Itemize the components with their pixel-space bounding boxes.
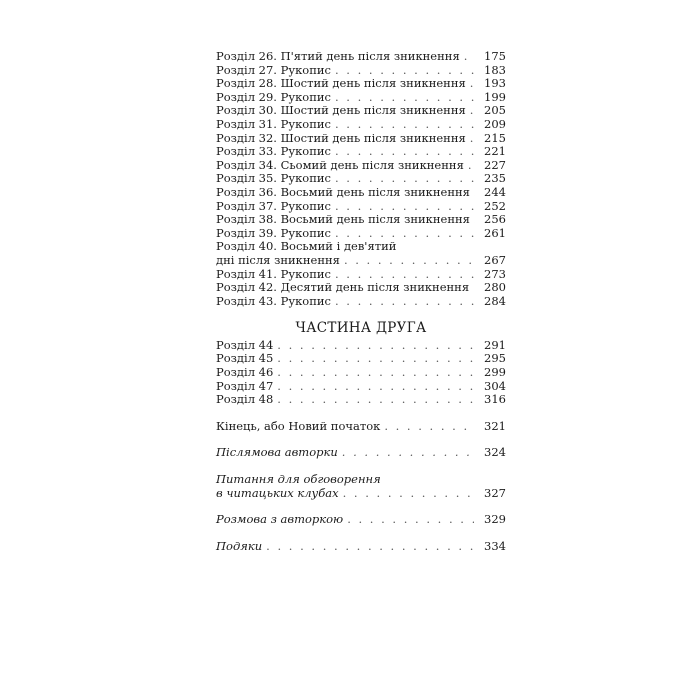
entry-page: 221	[484, 144, 506, 159]
dot-leader	[335, 200, 474, 214]
dot-leader	[277, 339, 474, 353]
entry-page: 295	[484, 351, 506, 366]
dot-leader	[277, 380, 474, 394]
entry-title: Розділ 31. Рукопис	[216, 116, 331, 131]
entry-title: Розділ 47	[216, 378, 274, 393]
entry-page: 227	[484, 157, 506, 172]
toc-entry	[216, 186, 506, 200]
toc-entry	[216, 118, 506, 132]
entry-title: Розділ 43. Рукопис	[216, 293, 331, 308]
entry-page: 215	[484, 130, 506, 145]
entry-page: 252	[484, 198, 506, 213]
entry-page: 324	[484, 445, 506, 460]
entry-page: 235	[484, 171, 506, 186]
dot-leader	[335, 91, 474, 105]
dot-leader	[335, 227, 474, 241]
entry-title-line1: Розділ 40. Восьмий і дев'ятий	[216, 239, 397, 254]
part2-list	[216, 339, 506, 407]
entry-title-line1: Питання для обговорення	[216, 472, 381, 487]
entry-title-line2: в читацьких клубах	[216, 485, 339, 500]
entry-page: 273	[484, 266, 506, 281]
toc-entry	[216, 366, 506, 380]
dot-leader	[335, 268, 474, 282]
toc-entry	[216, 145, 506, 159]
part1-list	[216, 50, 506, 308]
part-heading: ЧАСТИНА ДРУГА	[295, 320, 427, 337]
entry-title: Розділ 38. Восьмий день після зникнення	[216, 212, 470, 227]
entry-title: Розділ 44	[216, 337, 274, 352]
dot-leader	[343, 487, 474, 501]
toc-entry	[216, 200, 506, 214]
entry-page: 209	[484, 116, 506, 131]
entry-title: Розмова з авторкою	[216, 512, 344, 527]
toc-entry	[216, 159, 506, 173]
entry-title-line2: дні після зникнення	[216, 252, 340, 267]
toc-entry-ending	[216, 420, 506, 434]
entry-title: Розділ 32. Шостий день після зникнення	[216, 130, 466, 145]
toc-entry	[216, 352, 506, 366]
dot-leader	[470, 132, 474, 146]
entry-title: Розділ 29. Рукопис	[216, 89, 331, 104]
entry-title: Розділ 27. Рукопис	[216, 62, 331, 77]
toc-entry	[216, 213, 506, 227]
entry-page: 267	[484, 252, 506, 267]
toc-entry	[216, 77, 506, 91]
entry-title: Розділ 36. Восьмий день після зникнення	[216, 184, 470, 199]
entry-page: 291	[484, 337, 506, 352]
entry-page: 334	[484, 538, 506, 553]
entry-title: Кінець, або Новий початок	[216, 418, 381, 433]
toc-entry	[216, 104, 506, 118]
entry-page: 183	[484, 62, 506, 77]
dot-leader	[344, 254, 474, 268]
dot-leader	[347, 513, 474, 527]
toc-entry	[216, 281, 506, 295]
entry-title: Розділ 35. Рукопис	[216, 171, 331, 186]
dot-leader	[266, 540, 474, 554]
entry-title: Розділ 41. Рукопис	[216, 266, 331, 281]
entry-title: Розділ 28. Шостий день після зникнення	[216, 76, 466, 91]
dot-leader	[335, 145, 474, 159]
toc-entry	[216, 172, 506, 186]
toc-entry-multiline	[216, 240, 506, 267]
entry-title: Розділ 45	[216, 351, 274, 366]
toc-entry	[216, 339, 506, 353]
entry-title: Розділ 39. Рукопис	[216, 225, 331, 240]
entry-page: 327	[484, 485, 506, 500]
entry-page: 193	[484, 76, 506, 91]
dot-leader	[468, 159, 474, 173]
dot-leader	[277, 393, 474, 407]
entry-page: 244	[484, 184, 506, 199]
entry-title: Післямова авторки	[216, 445, 338, 460]
entry-page: 321	[484, 418, 506, 433]
entry-page: 280	[484, 280, 506, 295]
toc-entry-afterword	[216, 446, 506, 460]
entry-title: Розділ 46	[216, 365, 274, 380]
toc-entry-thanks	[216, 540, 506, 554]
toc-entry	[216, 227, 506, 241]
entry-title: Розділ 33. Рукопис	[216, 144, 331, 159]
entry-page: 256	[484, 212, 506, 227]
entry-page: 329	[484, 512, 506, 527]
toc-entry	[216, 91, 506, 105]
dot-leader	[335, 172, 474, 186]
toc-entry	[216, 50, 506, 64]
entry-page: 175	[484, 49, 506, 63]
toc-entry	[216, 268, 506, 282]
toc-entry	[216, 393, 506, 407]
entry-page: 284	[484, 293, 506, 308]
dot-leader	[473, 281, 474, 295]
entry-title: Розділ 37. Рукопис	[216, 198, 331, 213]
entry-page: 316	[484, 392, 506, 407]
dot-leader	[464, 50, 474, 64]
dot-leader	[342, 446, 474, 460]
entry-title: Розділ 26. П'ятий день після зникнення	[216, 49, 460, 63]
entry-page: 199	[484, 89, 506, 104]
entry-page: 299	[484, 365, 506, 380]
toc-entry-interview	[216, 513, 506, 527]
toc-entry	[216, 380, 506, 394]
entry-title: Розділ 42. Десятий день після зникнення	[216, 280, 470, 295]
toc-entry-questions	[216, 473, 506, 500]
dot-leader	[277, 352, 474, 366]
entry-title: Розділ 30. Шостий день після зникнення	[216, 103, 466, 118]
dot-leader	[384, 420, 474, 434]
dot-leader	[470, 104, 474, 118]
toc-entry	[216, 295, 506, 309]
toc-entry	[216, 64, 506, 78]
entry-title: Розділ 48	[216, 392, 274, 407]
entry-page: 261	[484, 225, 506, 240]
entry-page: 205	[484, 103, 506, 118]
entry-page: 304	[484, 378, 506, 393]
dot-leader	[335, 118, 474, 132]
dot-leader	[335, 64, 474, 78]
toc-entry	[216, 132, 506, 146]
dot-leader	[335, 295, 474, 309]
dot-leader	[277, 366, 474, 380]
table-of-contents	[216, 50, 506, 553]
entry-title: Розділ 34. Сьомий день після зникнення	[216, 157, 464, 172]
dot-leader	[470, 77, 474, 91]
entry-title: Подяки	[216, 538, 263, 553]
